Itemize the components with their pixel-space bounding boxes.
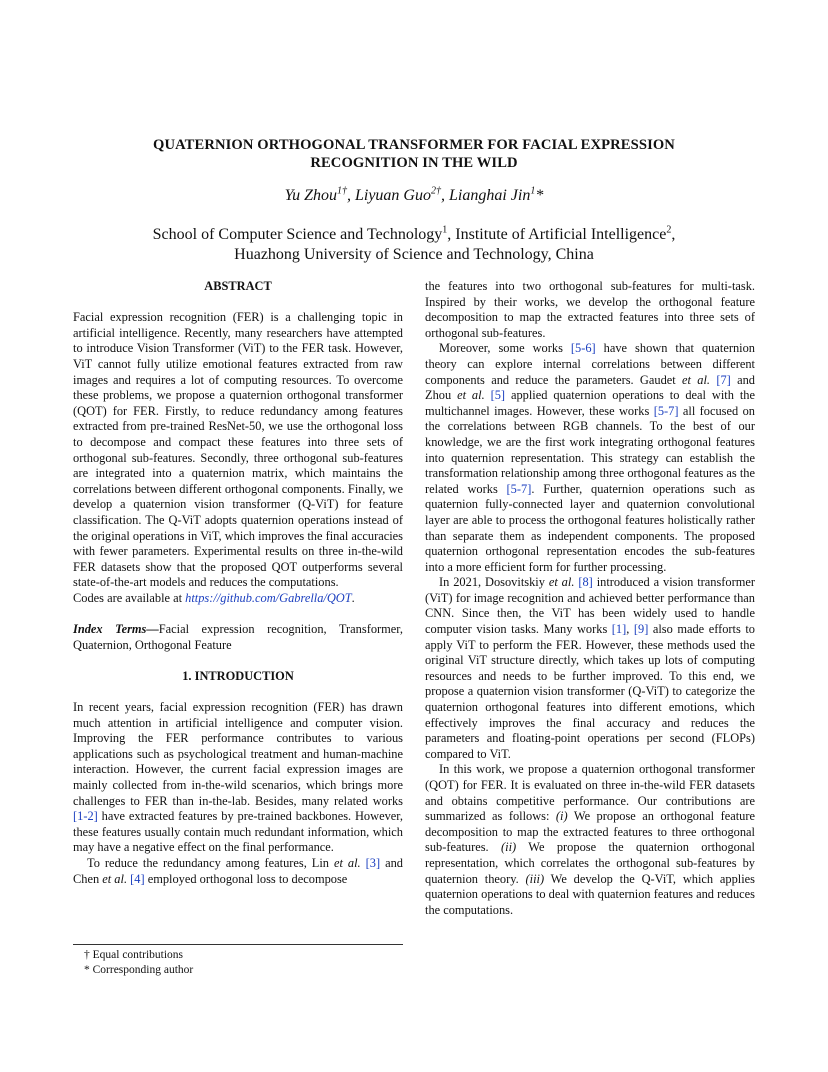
author-separator: , bbox=[346, 187, 355, 204]
footnotes bbox=[84, 948, 193, 977]
right-column bbox=[425, 279, 755, 918]
citation[interactable]: [5-7] bbox=[506, 481, 532, 496]
rp3-text-c: , bbox=[626, 622, 634, 637]
index-terms-label: Index Terms bbox=[73, 622, 147, 637]
et-al: et al. bbox=[548, 575, 575, 590]
contribution-marker-iii: (iii) bbox=[525, 871, 545, 886]
affiliation-school: School of Computer Science and Technology bbox=[152, 226, 443, 243]
et-al: et al. bbox=[333, 855, 361, 870]
title-line-1: QUATERNION ORTHOGONAL TRANSFORMER FOR FACIAL EXPRESSION bbox=[153, 137, 675, 153]
rp2-text-c: and Zhou bbox=[425, 372, 755, 403]
intro-paragraph-2 bbox=[73, 856, 403, 887]
affiliation-university: Huazhong University of Science and Technology, China bbox=[234, 246, 594, 263]
citation[interactable]: [7] bbox=[716, 372, 731, 387]
citation[interactable]: [8] bbox=[578, 575, 593, 590]
intro-p2-text-end: employed orthogonal loss to decompose bbox=[144, 871, 348, 886]
code-availability bbox=[73, 591, 403, 607]
citation[interactable]: [1-2] bbox=[73, 809, 98, 824]
footnote-corresponding: * Corresponding author bbox=[84, 963, 194, 976]
rp2-text-f: . Further, quaternion operations such as quaternion fully-connected layer and quaternion convolutional layer are able to process the orthogonal features holistically rather than separate them as independent components. The proposed quaternion orthogonal representation encodes the sub-features into a more efficient form for further processing. bbox=[425, 481, 755, 574]
code-suffix: . bbox=[351, 590, 355, 605]
rp2-text-e: all focused on the correlations between RGB channels. To the best of our knowledge, we are the first work integrating orthogonal features into quaternion representation. This strategy can establish the transformation relationship among three orthogonal features as the related works bbox=[425, 403, 755, 496]
abstract-body: Facial expression recognition (FER) is a challenging topic in artificial intelligence. Recently, many researchers have attempted to introduce Vision Transformer (ViT) to the FER task. However, ViT cannot fully utilize emotional features extracted from raw images and requires a lot of computing resources. To overcome these problems, we propose a quaternion orthogonal transformer (QOT) for FER. Firstly, to reduce redundancy among features extracted from pre-trained ResNet-50, we use the orthogonal loss to decompose and compact these features into three sets of orthogonal sub-features. Secondly, three orthogonal sub-features are integrated into a quaternion matrix, which maintains the correlations between different orthogonal components. Finally, we develop a quaternion vision transformer (Q-ViT) for feature classification. The Q-ViT adopts quaternion operations instead of the original operations in ViT, which improves the final accuracies with fewer parameters. Experimental results on three in-the-wild FER datasets show that the proposed QOT outperforms several state-of-the-art models and reduces the computations. bbox=[73, 310, 403, 590]
affiliation-marker-1: 1 bbox=[442, 224, 448, 236]
author-1: Yu Zhou bbox=[284, 187, 337, 204]
author-list bbox=[60, 186, 768, 206]
affiliation-institute: , Institute of Artificial Intelligence bbox=[447, 226, 667, 243]
author-separator: , bbox=[440, 187, 449, 204]
intro-p2-text-cont: and Chen bbox=[73, 855, 403, 886]
author-2-marker: 2† bbox=[430, 185, 441, 197]
rp4-text-d: We develop the Q-ViT, which applies quaternion operations to deal with quaternion features and reduces the computations. bbox=[425, 871, 755, 917]
rp2-text-d: applied quaternion operations to deal with the multichannel images. However, these works bbox=[425, 388, 755, 418]
rp3-text-a: In 2021, Dosovitskiy bbox=[439, 575, 549, 590]
title-line-2: RECOGNITION IN THE WILD bbox=[310, 155, 518, 171]
author-2: Liyuan Guo bbox=[354, 187, 431, 204]
rp2-text-b: have shown that quaternion theory can explore internal correlations between different components and reduce the parameters. Gaudet bbox=[425, 341, 755, 387]
intro-heading: 1. INTRODUCTION bbox=[182, 668, 294, 683]
rp3-text-d: also made efforts to apply ViT to perform the FER. However, these methods used the original ViT structure directly, which takes up lots of computing resources and needs to be further improved. To this end, we propose a quaternion vision transformer (Q-ViT) to categorize the quaternion orthogonal features into different emotions, which effectively improves the final accuracy and reduces the parameters and floating-point operations per second (FLOPs) compared to ViT. bbox=[425, 622, 755, 761]
et-al: et al. bbox=[102, 871, 128, 886]
citation[interactable]: [9] bbox=[633, 622, 649, 637]
code-link[interactable]: https://github.com/Gabrella/QOT bbox=[185, 590, 352, 605]
right-paragraph-4 bbox=[425, 762, 755, 918]
author-1-marker: 1† bbox=[336, 185, 347, 197]
abstract-heading: ABSTRACT bbox=[204, 279, 272, 293]
index-terms bbox=[73, 622, 403, 653]
right-paragraph-1: the features into two orthogonal sub-features for multi-task. Inspired by their works, we develop the orthogonal feature decomposition to map the extracted features into three sets of orthogonal sub-features. bbox=[425, 279, 755, 340]
right-paragraph-2 bbox=[425, 341, 755, 575]
citation[interactable]: [5-7] bbox=[653, 403, 679, 418]
footnote-equal-contribution: † Equal contributions bbox=[84, 949, 184, 961]
rp2-text-a: Moreover, some works bbox=[439, 341, 571, 356]
intro-p1-text-cont: have extracted features by pre-trained backbones. However, these features usually contain much redundant information, which may have a negative effect on the final performance. bbox=[73, 809, 403, 855]
intro-paragraph-1 bbox=[73, 700, 403, 856]
rp4-text-c: We propose the quaternion orthogonal representation, which correlates the orthogonal sub-features by quaternion theory. bbox=[425, 840, 755, 886]
index-terms-dash: — bbox=[146, 622, 159, 637]
left-column bbox=[73, 279, 403, 887]
citation[interactable]: [3] bbox=[365, 855, 381, 870]
index-terms-text: Facial expression recognition, Transformer, Quaternion, Orthogonal Feature bbox=[73, 622, 404, 652]
author-3-marker: 1 bbox=[530, 185, 536, 197]
intro-p1-text: In recent years, facial expression recognition (FER) has drawn much attention in artificial intelligence and computer vision. Improving the FER performance contributes to various applications such as psychological treatment and human-machine interaction. However, the current facial expression images are mainly collected from in-the-wild scenarios, which brings more challenges to FER than in-the-lab. Besides, many related works bbox=[73, 700, 403, 808]
code-prefix: Codes are available at bbox=[73, 590, 186, 605]
affiliation-comma: , bbox=[671, 226, 676, 243]
intro-p2-text: To reduce the redundancy among features, Lin bbox=[87, 855, 334, 870]
citation[interactable]: [5] bbox=[490, 388, 506, 403]
author-3: Lianghai Jin bbox=[448, 187, 531, 204]
affiliation-marker-2: 2 bbox=[666, 224, 672, 236]
contribution-marker-ii: (ii) bbox=[501, 840, 517, 855]
citation[interactable]: [5-6] bbox=[570, 341, 596, 356]
rp3-text-b: introduced a vision transformer (ViT) for image recognition and achieved better performance than CNN. Since then, the ViT has been widely used to handle computer vision tasks. Many works bbox=[425, 575, 756, 637]
paper-title bbox=[60, 136, 768, 172]
citation[interactable]: [1] bbox=[611, 622, 627, 637]
rp4-text-b: We propose an orthogonal feature decomposition to map the extracted features to three orthogonal sub-features. bbox=[425, 809, 755, 855]
et-al: et al. bbox=[457, 388, 485, 403]
footnote-rule bbox=[73, 944, 403, 945]
citation[interactable]: [4] bbox=[130, 871, 145, 886]
right-paragraph-3 bbox=[425, 575, 755, 762]
et-al: et al. bbox=[682, 372, 711, 387]
contribution-marker-i: (i) bbox=[555, 809, 568, 824]
affiliation bbox=[60, 225, 768, 265]
corresponding-star: * bbox=[535, 187, 544, 204]
abstract-text bbox=[73, 310, 403, 591]
rp4-text-a: In this work, we propose a quaternion orthogonal transformer (QOT) for FER. It is evaluated on three in-the-wild FER datasets and obtains competitive performance. Our contributions are summarized as follows: bbox=[425, 762, 755, 824]
